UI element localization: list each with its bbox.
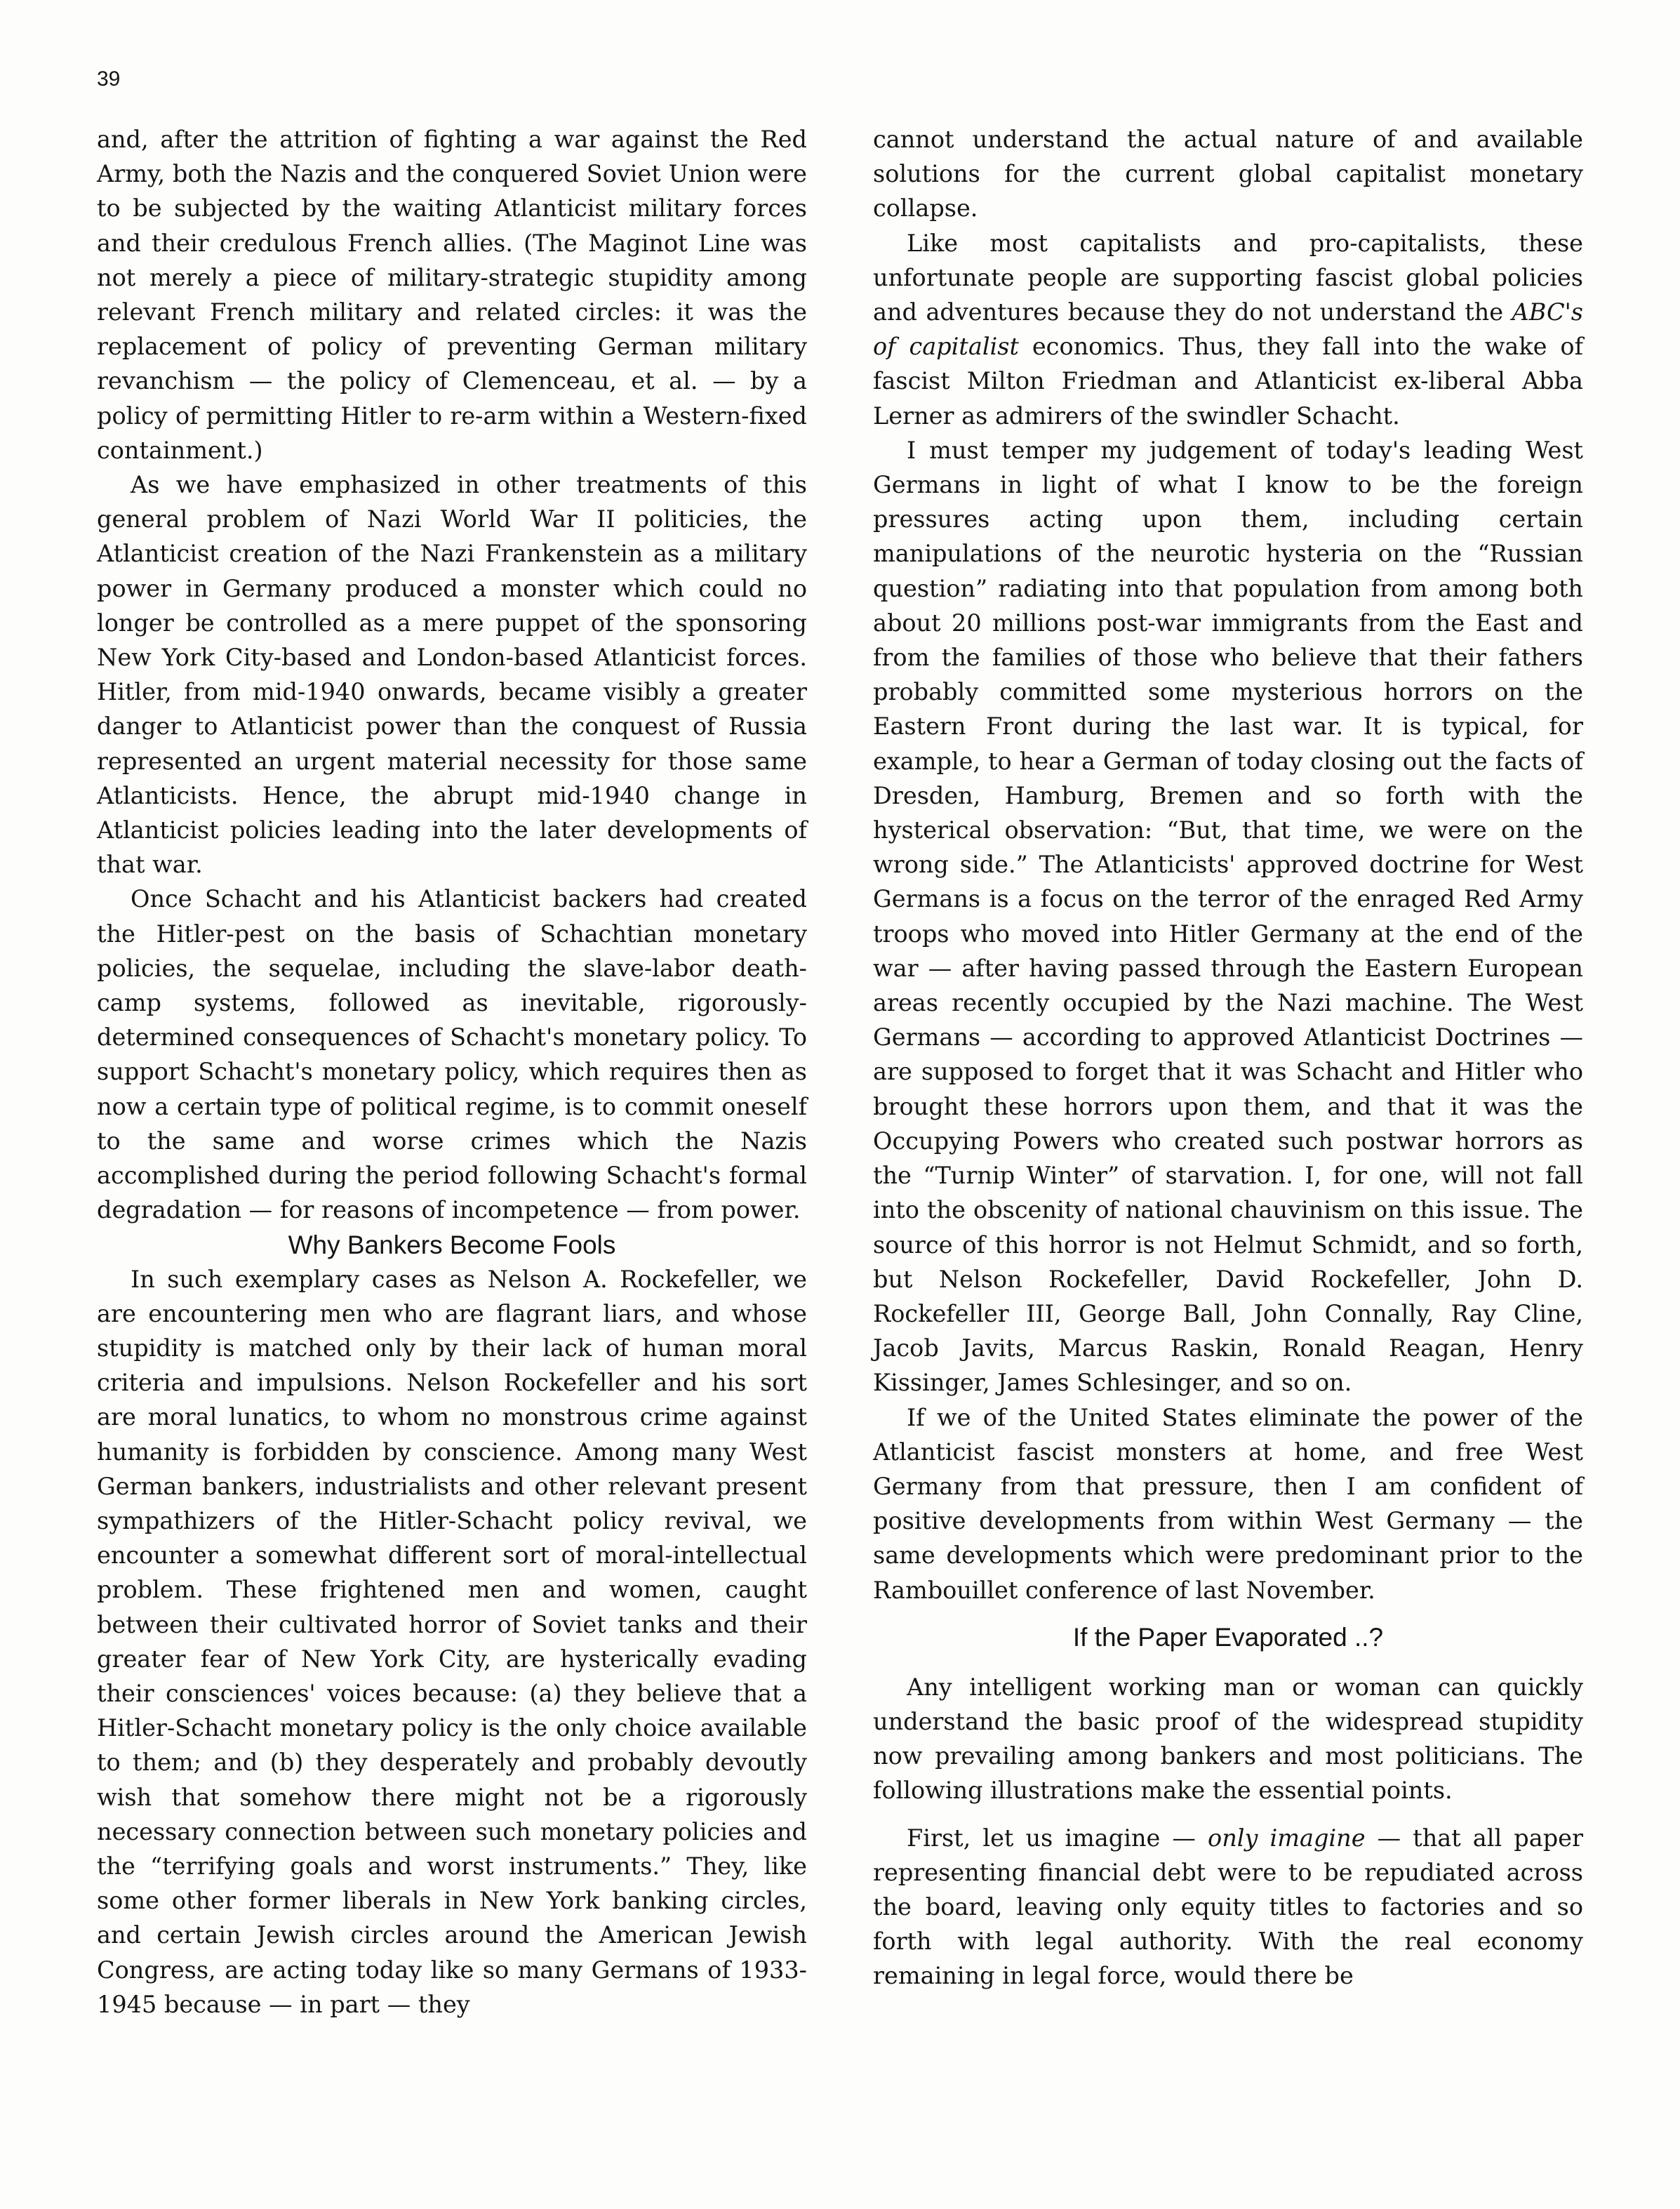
paragraph: and, after the attrition of fighting a war against the Red Army, both the Nazis and the conquered Soviet Union were to be subjected by the waiting Atlanticist military forces and their credulous French allies. (The Maginot Line was not merely a piece of military-strategic stupidity among relevant French military and related circles: it was the replacement of policy of preventing German military revanchism — the policy of Clemenceau, et al. — by a policy of permitting Hitler to re-arm within a Western-fixed containment.) (97, 126, 807, 464)
section-heading: Why Bankers Become Fools (288, 1230, 616, 1259)
text-run: First, let us imagine — (907, 1824, 1208, 1852)
text-run: economics. Thus, they fall into the wake of fascist Milton Friedman and Atlanticist ex-liberal Abba Lerner as admirers of the swindler Schacht. (873, 333, 1583, 430)
paragraph: As we have emphasized in other treatments of this general problem of Nazi World War II politicies, the Atlanticist creation of the Nazi Frankenstein as a military power in Germany produced a monster which could no longer be controlled as a mere puppet of the sponsoring New York City-based and London-based Atlanticist forces. Hitler, from mid-1940 onwards, became visibly a greater danger to Atlanticist power than the conquest of Russia represented an urgent material necessity for those same Atlanticists. Hence, the abrupt mid-1940 change in Atlanticist policies leading into the later developments of that war. (97, 471, 807, 879)
paragraph (873, 1821, 1583, 1994)
paragraph: Any intelligent working man or woman can quickly understand the basic proof of the widespread stupidity now prevailing among bankers and most politicians. The following illustrations make the essential points. (873, 1673, 1583, 1805)
page-number: 39 (97, 67, 121, 91)
italic-text: ABC's of capitalist (873, 298, 1583, 361)
paragraph (873, 226, 1583, 433)
left-column (97, 122, 807, 2022)
right-column (873, 122, 1583, 1994)
italic-text: only imagine (1208, 1824, 1366, 1852)
paragraph: In such exemplary cases as Nelson A. Rockefeller, we are encountering men who are flagrant liars, and whose stupidity is matched only by their lack of human moral criteria and impulsions. Nelson Rockefeller and his sort are moral lunatics, to whom no monstrous crime against humanity is forbidden by conscience. Among many West German bankers, industrialists and other relevant present sympathizers of the Hitler-Schacht policy revival, we encounter a somewhat different sort of moral-intellectual problem. These frightened men and women, caught between their cultivated horror of Soviet tanks and their greater fear of New York City, are hysterically evading their consciences' voices because: (a) they believe that a Hitler-Schacht monetary policy is the only choice available to them; and (b) they desperately and probably devoutly wish that somehow there might not be a rigorously necessary connection between such monetary policies and the “terrifying goals and worst instruments.” They, like some other former liberals in New York banking circles, and certain Jewish circles around the American Jewish Congress, are acting today like so many Germans of 1933-1945 because — in part — they (97, 1265, 807, 2018)
paragraph: Once Schacht and his Atlanticist backers had created the Hitler-pest on the basis of Schachtian monetary policies, the sequelae, including the slave-labor death-camp systems, followed as inevitable, rigorously-determined consequences of Schacht's monetary policy. To support Schacht's monetary policy, which requires then as now a certain type of political regime, is to commit oneself to the same and worse crimes which the Nazis accomplished during the period following Schacht's formal degradation — for reasons of incompetence — from power. (97, 885, 807, 1224)
paragraph: If we of the United States eliminate the power of the Atlanticist fascist monsters at home, and free West Germany from that pressure, then I am confident of positive developments from within West Germany — the same developments which were predominant prior to the Rambouillet conference of last November. (873, 1403, 1583, 1604)
section-heading: If the Paper Evaporated ..? (1072, 1622, 1384, 1652)
paragraph: I must temper my judgement of today's leading West Germans in light of what I know to be the foreign pressures acting upon them, including certain manipulations of the neurotic hysteria on the “Russian question” radiating into that population from among both about 20 millions post-war immigrants from the East and from the families of those who believe that their fathers probably committed some mysterious horrors on the Eastern Front during the last war. It is typical, for example, to hear a German of today closing out the facts of Dresden, Hamburg, Bremen and so forth with the hysterical observation: “But, that time, we were on the wrong side.” The Atlanticists' approved doctrine for West Germans is a focus on the terror of the enraged Red Army troops who moved into Hitler Germany at the end of the war — after having passed through the Eastern European areas recently occupied by the Nazi machine. The West Germans — according to approved Atlanticist Doctrines — are supposed to forget that it was Schacht and Hitler who brought these horrors upon them, and that it was the Occupying Powers who created such postwar horrors as the “Turnip Winter” of starvation. I, for one, will not fall into the obscenity of national chauvinism on this issue. The source of this horror is not Helmut Schmidt, and so forth, but Nelson Rockefeller, David Rockefeller, John D. Rockefeller III, George Ball, John Connally, Ray Cline, Jacob Javits, Marcus Raskin, Ronald Reagan, Henry Kissinger, James Schlesinger, and so on. (873, 436, 1583, 1397)
paragraph: cannot understand the actual nature of and available solutions for the current global capitalist monetary collapse. (873, 126, 1583, 223)
text-run: Like most capitalists and pro-capitalists, these unfortunate people are supporting fascist global policies and adventures because they do not understand the (873, 229, 1583, 326)
text-run: — that all paper representing financial debt were to be repudiated across the board, leaving only equity titles to factories and so forth with legal authority. With the real economy remaining in legal force, would there be (873, 1824, 1584, 1990)
